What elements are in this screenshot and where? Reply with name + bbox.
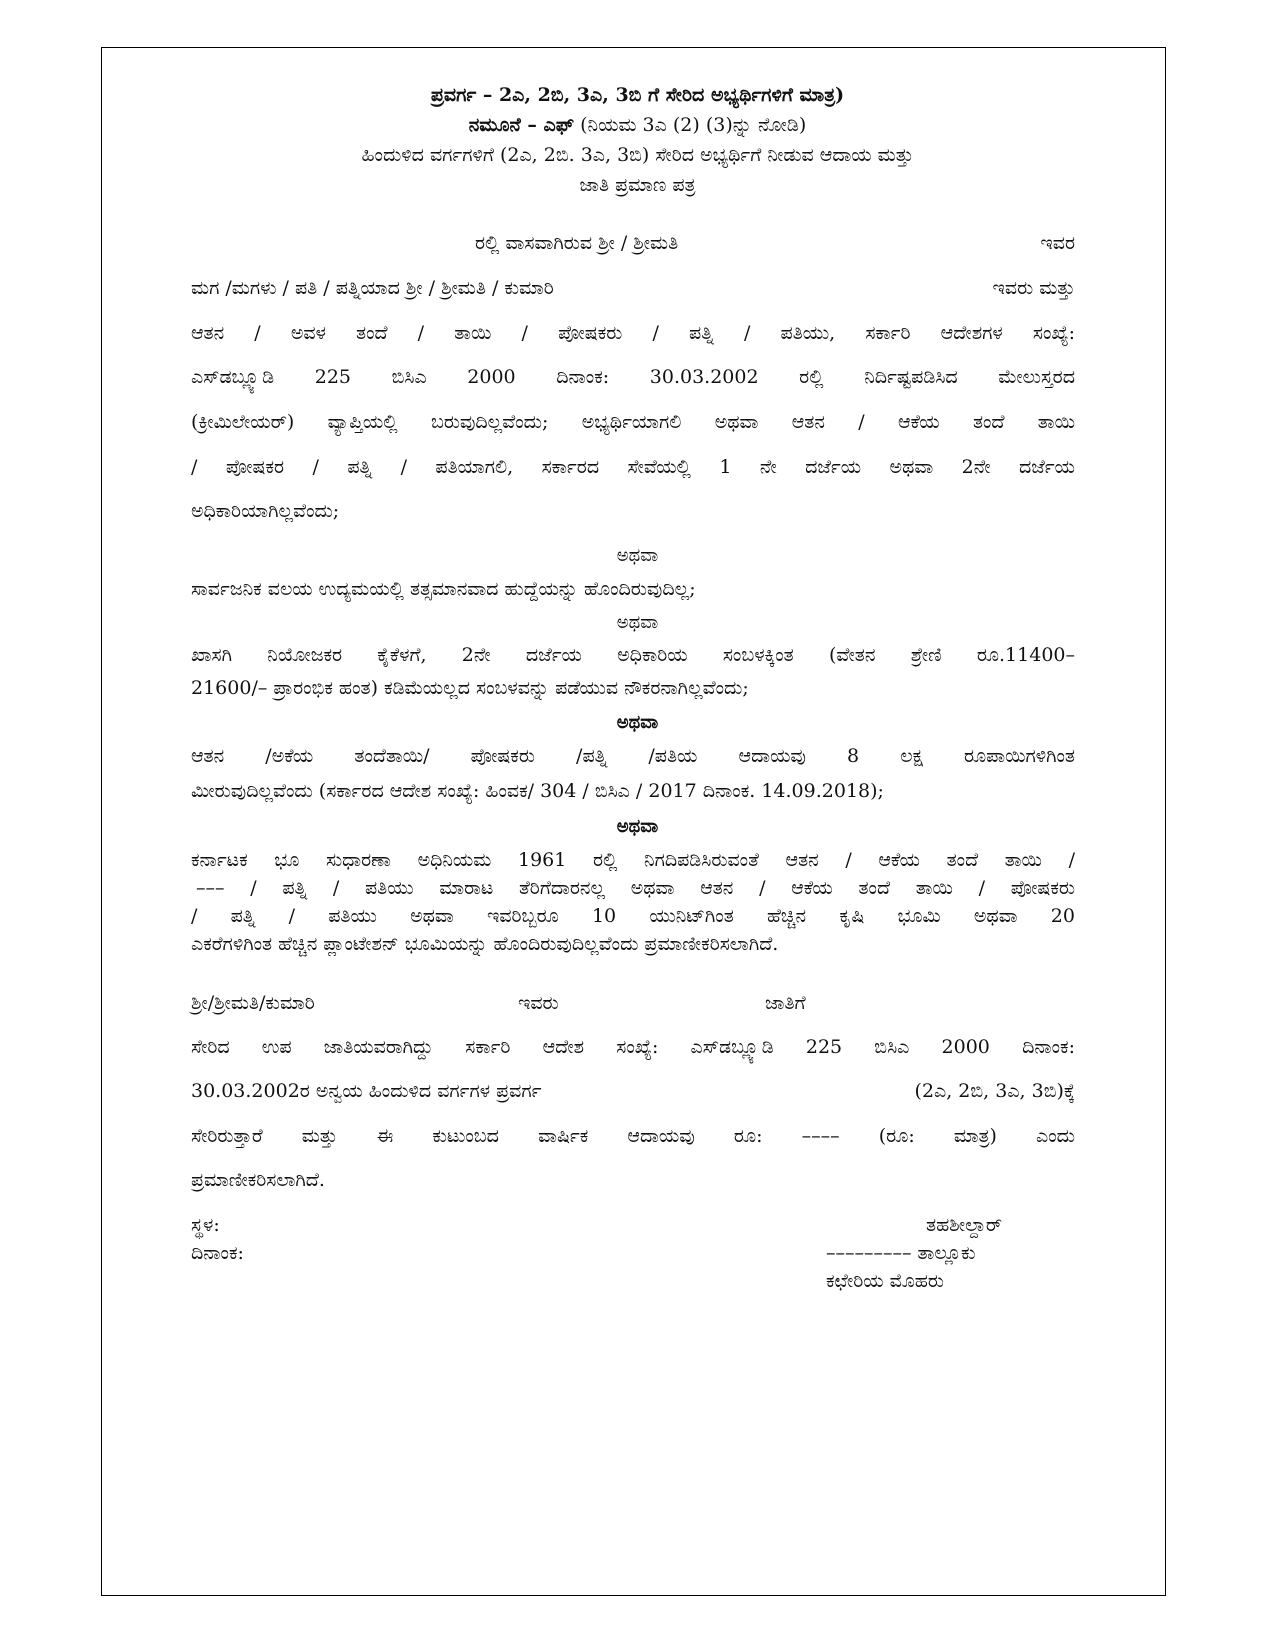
category-list: (2ಎ, 2ಬಿ, 3ಎ, 3ಬಿ)ಕ್ಕೆ — [914, 1080, 1075, 1102]
resident-line-text: ರಲ್ಲಿ ವಾಸವಾಗಿರುವ ಶ್ರೀ / ಶ್ರೀಮತಿ — [475, 232, 679, 254]
body-line: ಆತನ /ಅಕೆಯ ತಂದೆತಾಯಿ/ ಪೋಷಕರು /ಪತ್ನಿ /ಪತಿಯ ಆದಾಯವು 8 ಲಕ್ಷ ರೂಪಾಯಿಗಳಿಗಿಂತ — [191, 745, 1075, 767]
place-label: ಸ್ಥಳ: — [191, 1214, 220, 1236]
body-line: (ಕ್ರೀಮಿಲೇಯರ್) ವ್ಯಾಪ್ತಿಯಲ್ಲಿ ಬರುವುದಿಲ್ಲವೆಂದು; ಅಭ್ಯರ್ಥಿಯಾಗಲಿ ಅಥವಾ ಆತನ / ಆಕೆಯ ತಂದೆ ತಾಯಿ — [191, 411, 1075, 433]
relation-line-text: ಮಗ /ಮಗಳು / ಪತಿ / ಪತ್ನಿಯಾದ ಶ್ರೀ / ಶ್ರೀಮತಿ / ಕುಮಾರಿ — [191, 277, 554, 299]
body-line: ––– / ಪತ್ನಿ / ಪತಿಯು ಮಾರಾಟ ತೆರಿಗೆದಾರನಲ್ಲ ಅಥವಾ ಆತನ / ಆಕೆಯ ತಂದೆ ತಾಯಿ / ಪೋಷಕರು — [196, 877, 1075, 899]
taluk-line: ––––––––– ತಾಲ್ಲೂಕು — [826, 1242, 976, 1264]
form-name: ನಮೂನೆ – ಎಫ್ — [468, 114, 575, 136]
body-line: 21600/– ಪ್ರಾರಂಭಿಕ ಹಂತ) ಕಡಿಮೆಯಲ್ಲದ ಸಂಬಳವನ್ನು ಪಡೆಯುವ ನೌಕರನಾಗಿಲ್ಲವೆಂದು; — [191, 677, 749, 699]
relation-line-end: ಇವರು ಮತ್ತು — [992, 277, 1075, 299]
caste-line-caste: ಜಾತಿಗೆ — [765, 992, 806, 1014]
body-line: ಮೀರುವುದಿಲ್ಲವೆಂದು (ಸರ್ಕಾರದ ಆದೇಶ ಸಂಖ್ಯೆ: ಹಿಂವಕ/ 304 / ಬಿಸಿಎ / 2017 ದಿನಾಂಕ. 14.09.2018); — [191, 780, 884, 802]
caste-line-name: ಶ್ರೀ/ಶ್ರೀಮತಿ/ಕುಮಾರಿ — [191, 992, 315, 1014]
date-label: ದಿನಾಂಕ: — [191, 1242, 244, 1264]
body-line: ಎಸ್‌ಡಬ್ಲ್ಯೂಡಿ 225 ಬಿಸಿಎ 2000 ದಿನಾಂಕ: 30.03.2002 ರಲ್ಲಿ ನಿರ್ದಿಷ್ಟಪಡಿಸಿದ ಮೇಲುಸ್ತರದ — [191, 366, 1075, 388]
body-line: / ಪೋಷಕರ / ಪತ್ನಿ / ಪತಿಯಾಗಲಿ, ಸರ್ಕಾರದ ಸೇವೆಯಲ್ಲಿ 1 ನೇ ದರ್ಜೆಯ ಅಥವಾ 2ನೇ ದರ್ಜೆಯ — [191, 456, 1075, 478]
header-category-line: ಪ್ರವರ್ಗ – 2ಎ, 2ಬಿ, 3ಎ, 3ಬಿ ಗೆ ಸೇರಿದ ಅಭ್ಯರ್ಥಿಗಳಿಗೆ ಮಾತ್ರ) — [430, 84, 845, 106]
form-rule-ref: (ನಿಯಮ 3ಎ (2) (3)ನ್ನು ನೋಡಿ) — [574, 114, 807, 136]
body-line: ಆತನ / ಅವಳ ತಂದೆ / ತಾಯಿ / ಪೋಷಕರು / ಪತ್ನಿ / ಪತಿಯು, ಸರ್ಕಾರಿ ಆದೇಶಗಳ ಸಂಖ್ಯೆ: — [191, 322, 1075, 344]
header-form-line — [0, 112, 1275, 138]
body-line: / ಪತ್ನಿ / ಪತಿಯು ಅಥವಾ ಇವರಿಬ್ಬರೂ 10 ಯುನಿಟ್‌ಗಿಂತ ಹೆಚ್ಚಿನ ಕೃಷಿ ಭೂಮಿ ಅಥವಾ 20 — [191, 905, 1075, 927]
or-separator: ಅಥವಾ — [616, 545, 659, 566]
body-line: ಸಾರ್ವಜನಿಕ ವಲಯ ಉದ್ಯಮಯಲ್ಲಿ ತತ್ಸಮಾನವಾದ ಹುದ್ದೆಯನ್ನು ಹೊಂದಿರುವುದಿಲ್ಲ; — [191, 578, 696, 600]
office-seal-label: ಕಛೇರಿಯ ಮೊಹರು — [826, 1270, 944, 1292]
caste-line-they: ಇವರು — [518, 992, 559, 1014]
body-line: 30.03.2002ರ ಅನ್ವಯ ಹಿಂದುಳಿದ ವರ್ಗಗಳ ಪ್ರವರ್ಗ — [191, 1080, 542, 1102]
or-separator: ಅಥವಾ — [616, 612, 659, 633]
tahsildar-title: ತಹಶೀಲ್ದಾರ್ — [926, 1214, 1003, 1236]
body-line: ಕರ್ನಾಟಕ ಭೂ ಸುಧಾರಣಾ ಅಧಿನಿಯಮ 1961 ರಲ್ಲಿ ನಿಗದಿಪಡಿಸಿರುವಂತೆ ಆತನ / ಆಕೆಯ ತಂದೆ ತಾಯಿ / — [191, 849, 1075, 871]
body-line: ಎಕರೆಗಳಿಗಿಂತ ಹೆಚ್ಚಿನ ಪ್ಲಾಂಟೇಶನ್ ಭೂಮಿಯನ್ನು ಹೊಂದಿರುವುದಿಲ್ಲವೆಂದು ಪ್ರಮಾಣೀಕರಿಸಲಾಗಿದೆ. — [191, 933, 779, 955]
header-certificate-title: ಜಾತಿ ಪ್ರಮಾಣ ಪತ್ರ — [579, 174, 696, 196]
body-line: ಪ್ರಮಾಣೀಕರಿಸಲಾಗಿದೆ. — [191, 1169, 325, 1191]
header-subtitle: ಹಿಂದುಳಿದ ವರ್ಗಗಳಿಗೆ (2ಎ, 2ಬಿ. 3ಎ, 3ಬಿ) ಸೇರಿದ ಅಭ್ಯರ್ಥಿಗೆ ನೀಡುವ ಆದಾಯ ಮತ್ತು — [361, 144, 914, 166]
or-separator: ಅಥವಾ — [616, 712, 659, 733]
or-separator: ಅಥವಾ — [616, 816, 659, 837]
body-line: ಸೇರಿರುತ್ತಾರೆ ಮತ್ತು ಈ ಕುಟುಂಬದ ವಾರ್ಷಿಕ ಆದಾಯವು ರೂ: –––– (ರೂ: ಮಾತ್ರ) ಎಂದು — [191, 1125, 1075, 1147]
body-line: ಖಾಸಗಿ ನಿಯೋಜಕರ ಕೈಕೆಳಗೆ, 2ನೇ ದರ್ಜೆಯ ಅಧಿಕಾರಿಯ ಸಂಬಳಕ್ಕಿಂತ (ವೇತನ ಶ್ರೇಣಿ ರೂ.11400– — [191, 644, 1075, 666]
resident-line-end: ಇವರ — [1040, 232, 1075, 254]
body-line: ಅಧಿಕಾರಿಯಾಗಿಲ್ಲವೆಂದು; — [191, 500, 340, 522]
body-line: ಸೇರಿದ ಉಪ ಜಾತಿಯವರಾಗಿದ್ದು ಸರ್ಕಾರಿ ಆದೇಶ ಸಂಖ್ಯೆ: ಎಸ್‌ಡಬ್ಲ್ಯೂಡಿ 225 ಬಿಸಿಎ 2000 ದಿನಾಂಕ: — [191, 1036, 1075, 1058]
